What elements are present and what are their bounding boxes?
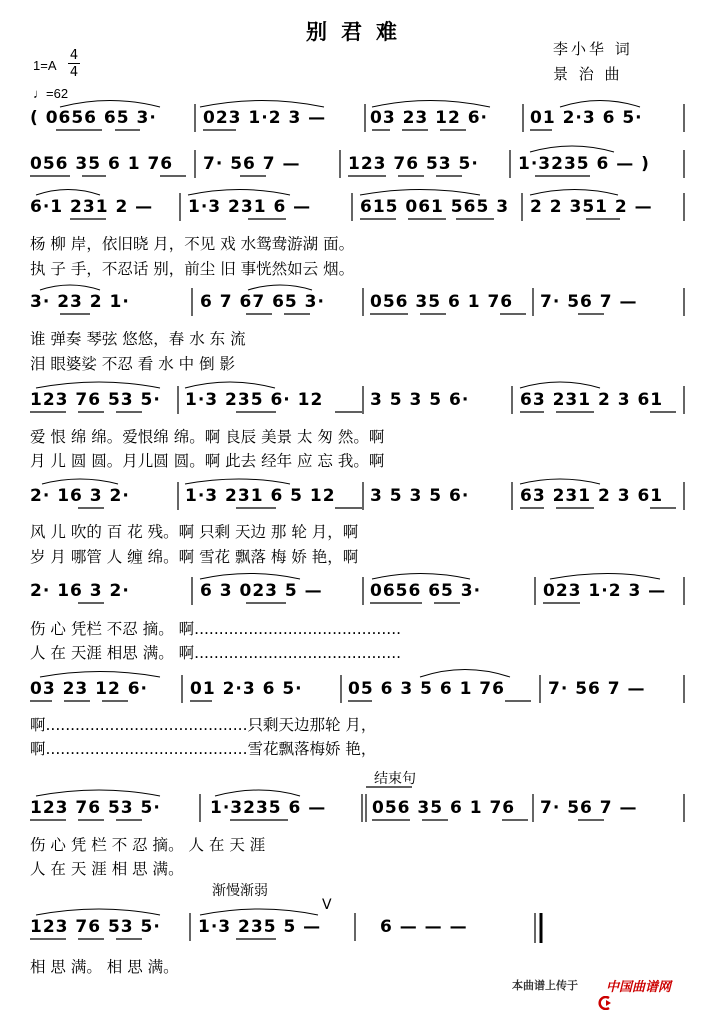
measure-notes: 63 231 2 3 61	[520, 390, 664, 410]
measure-notes: 056 35 6 1 76	[30, 154, 174, 174]
measure-notes: 123 76 53 5·	[30, 917, 161, 937]
slur	[200, 909, 318, 915]
lyric-line-verse-1: 伤 心 凭 栏 不 忍 摘。 人 在 天 涯	[30, 836, 266, 854]
lyric-line-verse-1: 杨 柳 岸，依旧晓 月，不见 戏 水鸳鸯游湖 面。	[30, 235, 355, 253]
slur	[372, 574, 470, 580]
measure-notes: 0656 65 3·	[370, 581, 482, 601]
measure-notes: 2· 16 3 2·	[30, 486, 130, 506]
measure-notes: 3 5 3 5 6·	[370, 390, 470, 410]
key-signature: 1=A	[33, 58, 57, 73]
slur	[520, 479, 600, 484]
measure-notes: 1·3 231 6 —	[188, 197, 312, 217]
time-signature-bottom: 4	[69, 65, 79, 80]
measure-notes: 123 76 53 5·	[30, 798, 161, 818]
slur	[36, 909, 160, 915]
measure-notes: 1·3235 6 —	[210, 798, 327, 818]
measure-notes: 6·1 231 2 —	[30, 197, 154, 217]
measure-notes: 7· 56 7 —	[540, 292, 638, 312]
slur	[530, 190, 618, 196]
slur	[60, 101, 160, 108]
slur	[200, 574, 300, 580]
measure-notes: 1·3 235 5 —	[198, 917, 322, 937]
measure-notes: 03 23 12 6·	[30, 679, 149, 699]
measure-notes: 3 5 3 5 6·	[370, 486, 470, 506]
measure-notes: 615 061 565 3	[360, 197, 510, 217]
tempo-marking: ♩=62	[33, 86, 69, 101]
measure-notes: 01 2·3 6 5·	[530, 108, 643, 128]
slur	[188, 190, 290, 196]
measure-notes: 023 1·2 3 —	[543, 581, 667, 601]
lyric-line-verse-2: 月 儿 圆 圆。月儿圆 圆。啊 此去 经年 应 忘 我。啊	[30, 452, 385, 470]
measure-notes: 01 2·3 6 5·	[190, 679, 303, 699]
measure-notes: 1·3 231 6 5 12	[185, 486, 336, 506]
slur	[200, 101, 324, 108]
measure-notes: 056 35 6 1 76	[370, 292, 514, 312]
breath-mark: V	[322, 897, 332, 913]
measure-notes: 056 35 6 1 76	[372, 798, 516, 818]
lyric-line-verse-2: 啊.........................................雪花飘落梅娇 艳，	[30, 740, 377, 758]
lyric-line-verse-2: 人 在 天涯 相思 满。 啊..........................................	[30, 644, 402, 662]
slur	[360, 190, 480, 196]
slur	[36, 790, 160, 796]
measure-notes: 7· 56 7 —	[540, 798, 638, 818]
lyric-line-verse-2: 人 在 天 涯 相 思 满。	[30, 860, 184, 878]
slur	[560, 101, 640, 108]
slur	[215, 790, 300, 796]
slur	[36, 382, 160, 388]
lyric-line: 相 思 满。 相 思 满。	[30, 958, 179, 976]
lyric-line-verse-1: 啊.........................................只剩天边那轮 月，	[30, 716, 377, 734]
slur	[40, 285, 100, 290]
measure-notes: 03 23 12 6·	[370, 108, 489, 128]
slur	[40, 672, 160, 678]
measure-notes: 3· 23 2 1·	[30, 292, 130, 312]
slur	[372, 101, 490, 108]
measure-notes: 63 231 2 3 61	[520, 486, 664, 506]
page-title: 别君难	[306, 19, 411, 44]
slur	[248, 285, 312, 290]
ritardando-label: 渐慢渐弱	[212, 883, 268, 899]
lyricist-credit: 李小华 词	[553, 40, 633, 58]
ending-label: 结束句	[374, 771, 416, 787]
measure-notes: 123 76 53 5·	[348, 154, 479, 174]
measure-notes: 7· 56 7 —	[203, 154, 301, 174]
measure-notes: 1·3235 6 — )	[518, 154, 650, 174]
composer-credit: 景 治 曲	[553, 65, 623, 83]
lyric-line-verse-1: 伤 心 凭栏 不忍 摘。 啊..........................................	[30, 620, 402, 638]
measure-notes: ( 0656 65 3·	[30, 108, 157, 128]
time-signature-top: 4	[69, 48, 79, 63]
site-logo-text: 中国曲谱网	[606, 980, 672, 995]
slur	[42, 479, 118, 484]
lyric-line-verse-2: 泪 眼婆娑 不忍 看 水 中 倒 影	[30, 355, 235, 373]
lyric-line-verse-1: 风 儿 吹的 百 花 残。啊 只剩 天边 那 轮 月，啊	[30, 523, 359, 541]
measure-notes: 7· 56 7 —	[548, 679, 646, 699]
measure-notes: 123 76 53 5·	[30, 390, 161, 410]
footer-text: 本曲谱上传于	[512, 979, 578, 992]
measure-notes: 2 2 351 2 —	[530, 197, 653, 217]
measure-notes: 6 — — —	[380, 917, 468, 937]
measure-notes: 6 7 67 65 3·	[200, 292, 325, 312]
lyric-line-verse-1: 谁 弹奏 琴弦 悠悠，春 水 东 流	[30, 330, 246, 348]
slur	[530, 146, 614, 152]
slur	[420, 670, 510, 678]
lyric-line-verse-2: 岁 月 哪管 人 缠 绵。啊 雪花 飘落 梅 娇 艳，啊	[30, 548, 359, 566]
slur	[520, 382, 600, 388]
measure-notes: 023 1·2 3 —	[203, 108, 327, 128]
measure-notes: 2· 16 3 2·	[30, 581, 130, 601]
measure-notes: 1·3 235 6· 12	[185, 390, 324, 410]
slur	[185, 382, 275, 388]
lyric-line-verse-1: 爱 恨 绵 绵。爱恨绵 绵。啊 良辰 美景 太 匆 然。啊	[30, 428, 385, 446]
slur	[185, 479, 290, 484]
measure-notes: 6 3 023 5 —	[200, 581, 323, 601]
slur	[36, 190, 100, 196]
measure-notes: 05 6 3 5 6 1 76	[348, 679, 505, 699]
slur	[550, 574, 660, 580]
lyric-line-verse-2: 执 子 手，不忍话 别，前尘 旧 事恍然如云 烟。	[30, 260, 355, 278]
